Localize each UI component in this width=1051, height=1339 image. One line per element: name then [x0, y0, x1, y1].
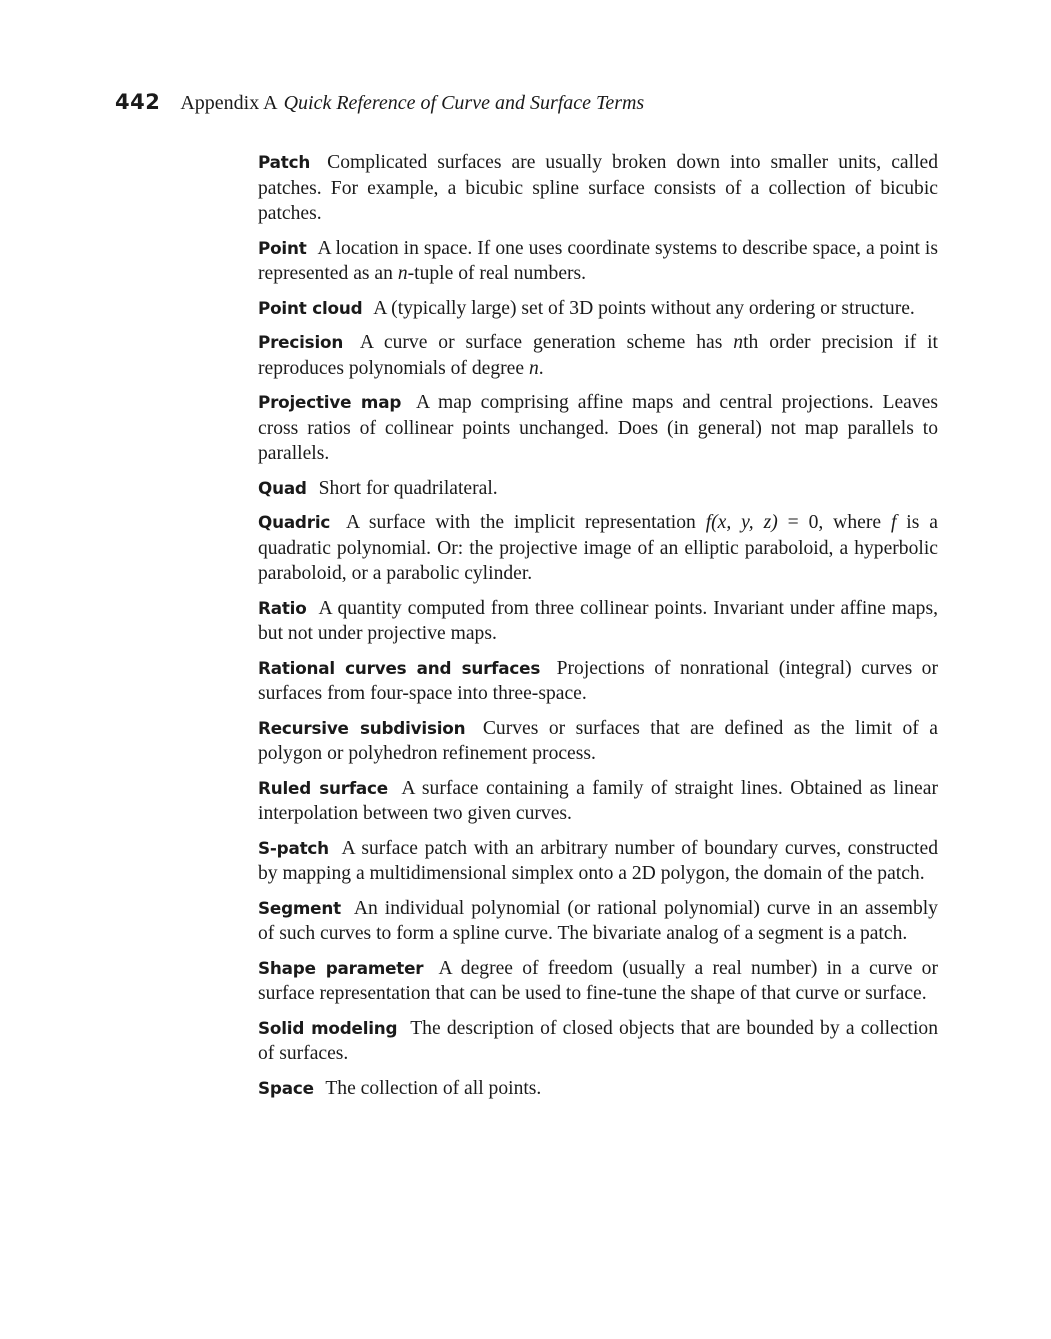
definition-text: -tuple of real numbers. — [407, 263, 587, 284]
glossary-entry-point — [258, 236, 938, 287]
appendix-label: Appendix A — [180, 92, 278, 114]
glossary-term: Ruled surface — [258, 777, 388, 798]
glossary-entry-solid-modeling — [258, 1016, 938, 1067]
glossary-entry-projective-map — [258, 390, 938, 467]
glossary-term: Quadric — [258, 512, 331, 532]
glossary-entry-rational-curves — [258, 656, 938, 707]
glossary-entry-ratio — [258, 596, 938, 647]
glossary-term: Rational curves and surfaces — [258, 657, 541, 678]
glossary-definition: The collection of all points. — [325, 1077, 542, 1099]
glossary-definition: Short for quadrilateral. — [318, 477, 498, 499]
glossary-term: Solid modeling — [258, 1017, 398, 1038]
glossary-definition: Complicated surfaces are usually broken down into smaller units, called patches. For example, a bicubic spline surface consists of a collection of bicubic patches. — [258, 152, 939, 224]
math-variable: n — [528, 357, 539, 379]
glossary-term: Ratio — [258, 597, 307, 618]
glossary-term: Recursive subdivision — [258, 717, 466, 738]
glossary-entry-recursive-subdivision — [258, 716, 938, 767]
glossary-entry-s-patch — [258, 836, 938, 887]
glossary-term: Segment — [258, 897, 341, 918]
glossary-entry-quadric — [258, 510, 938, 587]
glossary-entry-segment — [258, 896, 938, 947]
glossary-entry-precision — [258, 330, 938, 381]
definition-text: is a quadratic polynomial. Or: the projective image of an elliptic paraboloid, a hyperbolic paraboloid, or a parabolic cylinder. — [258, 512, 938, 584]
definition-text: A curve or surface generation scheme has — [359, 332, 734, 353]
glossary-term: Precision — [258, 332, 344, 352]
glossary-term: Quad — [258, 477, 307, 498]
glossary-term: Point cloud — [258, 297, 363, 318]
glossary-entry-point-cloud — [258, 296, 938, 322]
glossary-term: Shape parameter — [258, 957, 424, 978]
glossary-entry-ruled-surface — [258, 776, 938, 827]
page-number: 442 — [115, 90, 161, 114]
definition-text: A surface with the implicit representation — [345, 512, 706, 533]
glossary-definition: A surface patch with an arbitrary number of boundary curves, constructed by mapping a multidimensional simplex onto a 2D polygon, the domain of the patch. — [258, 837, 938, 884]
glossary-definition — [258, 512, 938, 584]
glossary-definition: A surface containing a family of straight lines. Obtained as linear interpolation between two given curves. — [258, 777, 938, 824]
appendix-title: Quick Reference of Curve and Surface Terms — [283, 92, 645, 114]
glossary-definition: Curves or surfaces that are defined as the limit of a polygon or polyhedron refinement process. — [258, 717, 938, 764]
glossary-entry-shape-parameter — [258, 956, 938, 1007]
definition-text: = 0, where — [777, 512, 891, 533]
glossary-definition — [258, 332, 938, 379]
glossary-term: Space — [258, 1077, 314, 1098]
glossary-term: Projective map — [258, 392, 402, 412]
glossary-definition: A quantity computed from three collinear points. Invariant under affine maps, but not under projective maps. — [258, 597, 938, 644]
math-variable: n — [733, 332, 744, 353]
glossary-term: S-patch — [258, 837, 329, 858]
definition-text: . — [538, 357, 544, 379]
glossary-term: Point — [258, 237, 307, 258]
definition-text: A location in space. If one uses coordinate systems to describe space, a point is represented as an — [258, 237, 938, 284]
glossary-definition: An individual polynomial (or rational polynomial) curve in an assembly of such curves to form a spline curve. The bivariate analog of a segment is a patch. — [258, 897, 938, 944]
math-variable: f — [890, 512, 897, 533]
running-head — [115, 90, 644, 120]
glossary-definition: Projections of nonrational (integral) curves or surfaces from four-space into three-space. — [258, 657, 938, 704]
glossary-definition: A degree of freedom (usually a real number) in a curve or surface representation that can be used to fine-tune the shape of that curve or surface. — [258, 957, 938, 1004]
glossary-entry-quad — [258, 476, 938, 502]
glossary-list — [258, 150, 938, 1110]
glossary-definition — [258, 238, 938, 285]
math-variable: n — [397, 263, 408, 284]
definition-text: th order precision if it reproduces polynomials of degree — [258, 332, 938, 379]
glossary-definition: A map comprising affine maps and central projections. Leaves cross ratios of collinear points unchanged. Does (in general) not map parallels to parallels. — [258, 392, 939, 464]
glossary-definition: The description of closed objects that are bounded by a collection of surfaces. — [258, 1017, 939, 1064]
glossary-definition: A (typically large) set of 3D points without any ordering or structure. — [373, 297, 915, 319]
glossary-entry-patch — [258, 150, 938, 227]
glossary-term: Patch — [258, 152, 311, 172]
glossary-entry-space — [258, 1076, 938, 1102]
math-formula: f(x, y, z) — [705, 512, 778, 533]
